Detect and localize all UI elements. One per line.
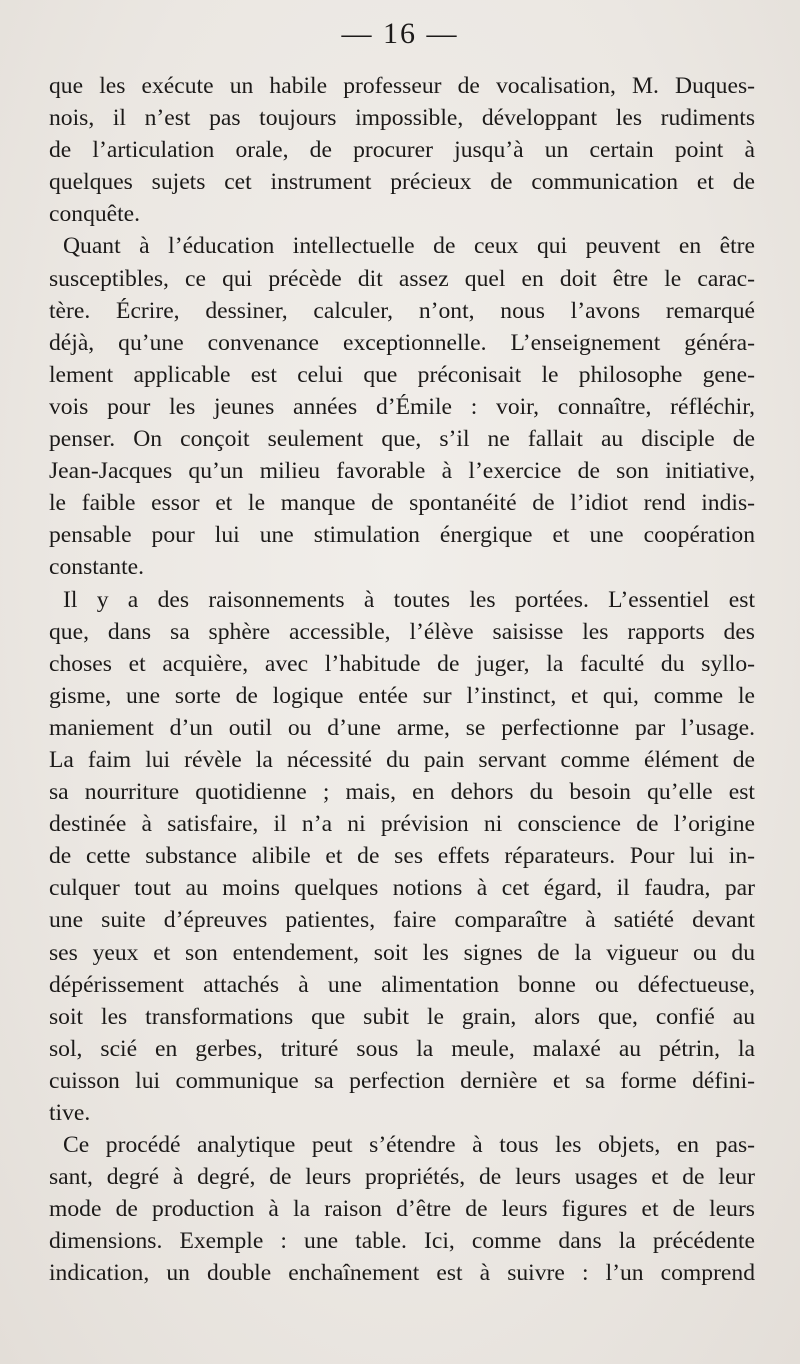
text-line: quelques sujets cet instrument précieux de communication et de [49, 169, 755, 196]
text-line: conquête. [49, 201, 141, 228]
page-number-header: — 16 — [341, 17, 459, 50]
text-line: tère. Écrire, dessiner, calculer, n’ont, nous l’avons remarqué [49, 297, 755, 324]
text-line: sol, scié en gerbes, trituré sous la meule, malaxé au pétrin, la [49, 1035, 755, 1062]
paragraph-first-line: Quant à l’éducation intellectuelle de ceux qui peuvent en être [63, 233, 755, 260]
text-line: constante. [49, 554, 144, 581]
text-line: culquer tout au moins quelques notions à cet égard, il faudra, par [49, 875, 755, 902]
text-line: une suite d’épreuves patientes, faire comparaître à satiété devant [49, 907, 755, 934]
text-line: La faim lui révèle la nécessité du pain servant comme élément de [49, 746, 755, 773]
text-line: pensable pour lui une stimulation énergique et une coopération [49, 522, 755, 549]
text-line: dimensions. Exemple : une table. Ici, comme dans la précédente [49, 1228, 755, 1255]
text-line: le faible essor et le manque de spontanéité de l’idiot rend indis- [49, 490, 755, 517]
text-line: indication, un double enchaînement est à suivre : l’un comprend [49, 1260, 755, 1287]
text-line: penser. On conçoit seulement que, s’il ne fallait au disciple de [49, 426, 755, 453]
text-line: nois, il n’est pas toujours impossible, développant les rudiments [49, 105, 755, 132]
text-line: choses et acquière, avec l’habitude de juger, la faculté du syllo- [49, 650, 755, 677]
paragraph-first-line: Ce procédé analytique peut s’étendre à tous les objets, en pas- [63, 1132, 755, 1159]
text-line: cuisson lui communique sa perfection dernière et sa forme défini- [49, 1067, 755, 1094]
text-line: susceptibles, ce qui précède dit assez quel en doit être le carac- [49, 265, 755, 292]
text-line: sant, degré à degré, de leurs propriétés, de leurs usages et de leur [49, 1164, 755, 1191]
text-line: gisme, une sorte de logique entée sur l’instinct, et qui, comme le [49, 682, 755, 709]
text-line: vois pour les jeunes années d’Émile : voir, connaître, réfléchir, [49, 393, 755, 420]
text-line: tive. [49, 1100, 91, 1126]
text-line: lement applicable est celui que préconisait le philosophe gene- [49, 361, 755, 388]
text-line: soit les transformations que subit le grain, alors que, confié au [49, 1003, 755, 1030]
text-line: ses yeux et son entendement, soit les signes de la vigueur ou du [49, 939, 755, 966]
text-line: sa nourriture quotidienne ; mais, en dehors du besoin qu’elle est [49, 779, 755, 806]
text-line: de cette substance alibile et de ses effets réparateurs. Pour lui in- [49, 843, 755, 870]
text-line: dépérissement attachés à une alimentation bonne ou défectueuse, [49, 971, 755, 998]
text-line: maniement d’un outil ou d’une arme, se perfectionne par l’usage. [49, 714, 755, 741]
paragraph-first-line: Il y a des raisonnements à toutes les portées. L’essentiel est [63, 586, 755, 613]
text-line: que les exécute un habile professeur de vocalisation, M. Duques- [49, 73, 755, 99]
text-line: destinée à satisfaire, il n’a ni prévision ni conscience de l’origine [49, 811, 755, 838]
text-line: Jean-Jacques qu’un milieu favorable à l’exercice de son initiative, [49, 458, 755, 485]
text-line: que, dans sa sphère accessible, l’élève saisisse les rapports des [49, 618, 755, 645]
text-line: mode de production à la raison d’être de leurs figures et de leurs [49, 1196, 755, 1223]
text-line: de l’articulation orale, de procurer jusqu’à un certain point à [49, 137, 755, 164]
body-text [49, 70, 755, 1290]
text-line: déjà, qu’une convenance exceptionnelle. L’enseignement généra- [49, 329, 755, 356]
